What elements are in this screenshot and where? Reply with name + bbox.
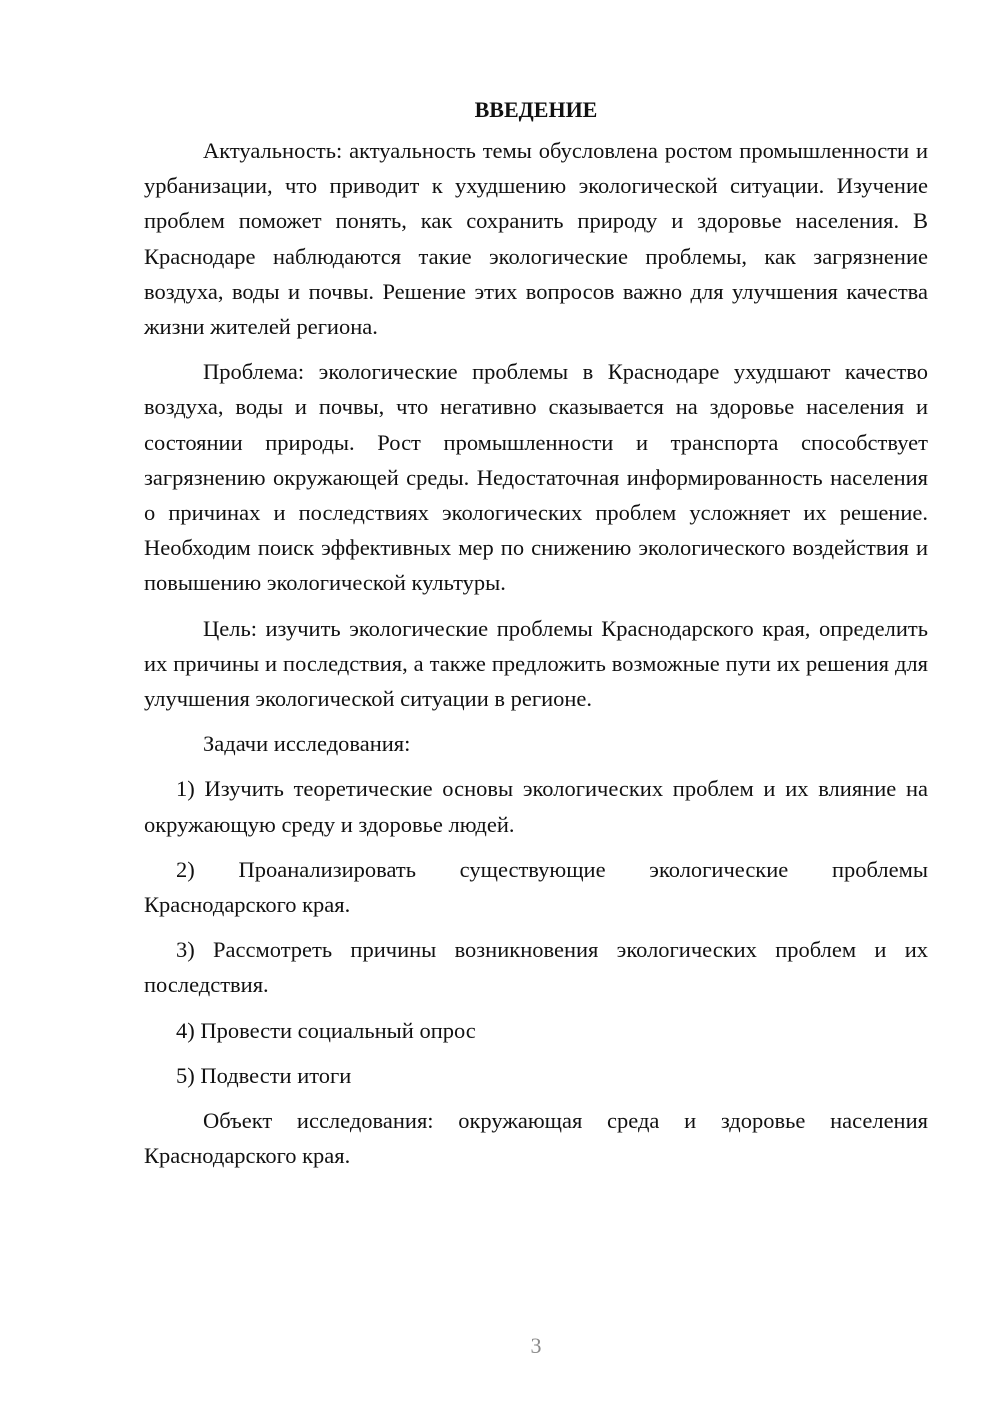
problem-paragraph: Проблема: экологические проблемы в Краснодаре ухудшают качество воздуха, воды и почвы, что негативно сказывается на здоровье населения и состоянии природы. Рост промышленности и транспорта способствует загрязнению окружающей среды. Недостаточная информированность населения о причинах и последствиях экологических проблем усложняет их решение. Необходим поиск эффективных мер по снижению экологического воздействия и повышению экологической культуры. [144,359,928,596]
page-number: 3 [530,1333,542,1358]
tasks-heading: Задачи исследования: [203,731,411,757]
object-paragraph: Объект исследования: окружающая среда и здоровье населения Краснодарского края. [144,1108,928,1169]
section-title: ВВЕДЕНИЕ [474,97,598,122]
task-item-1: 1) Изучить теоретические основы экологических проблем и их влияние на окружающую среду и здоровье людей. [144,776,928,837]
page-content [144,92,928,1183]
task-item-5: 5) Подвести итоги [176,1062,352,1088]
task-item-4: 4) Провести социальный опрос [176,1017,476,1043]
task-item-3: 3) Рассмотреть причины возникновения экологических проблем и их последствия. [144,937,928,998]
goal-paragraph: Цель: изучить экологические проблемы Краснодарского края, определить их причины и последствия, а также предложить возможные пути их решения для улучшения экологической ситуации в регионе. [144,615,928,712]
task-item-2: 2) Проанализировать существующие экологические проблемы Краснодарского края. [144,856,928,918]
actuality-paragraph: Актуальность: актуальность темы обусловлена ростом промышленности и урбанизации, что приводит к ухудшению экологической ситуации. Изучение проблем поможет понять, как сохранить природу и здоровье населения. В Краснодаре наблюдаются такие экологические проблемы, как загрязнение воздуха, воды и почвы. Решение этих вопросов важно для улучшения качества жизни жителей региона. [144,138,928,340]
